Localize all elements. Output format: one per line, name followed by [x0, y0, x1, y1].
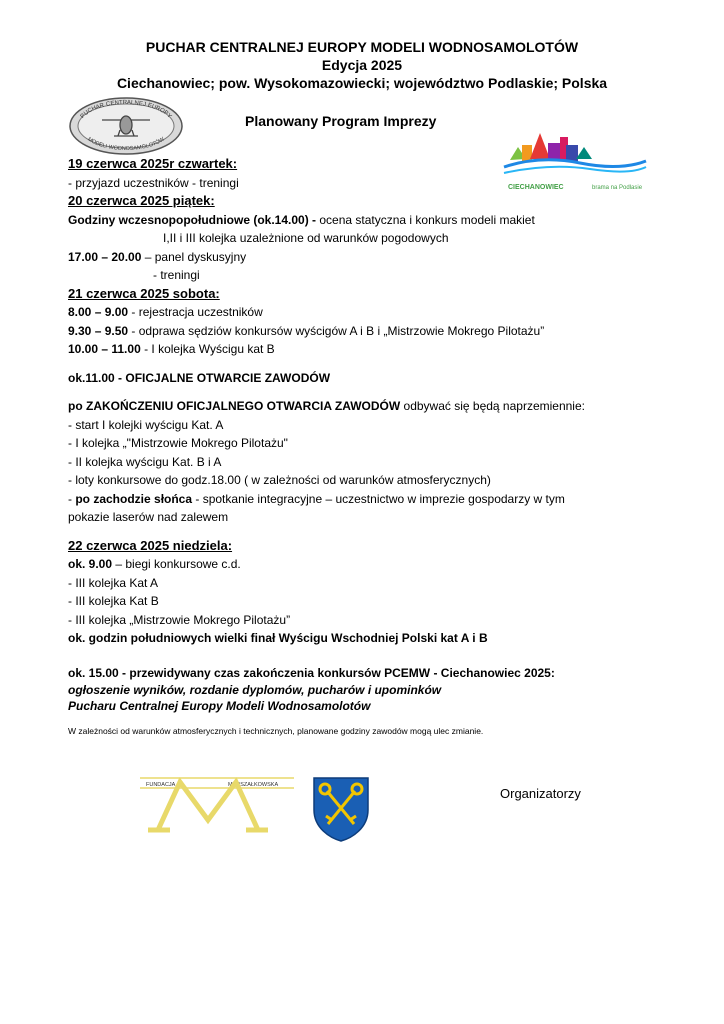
- list-item: - III kolejka Kat B: [68, 594, 159, 608]
- document-header: [0, 38, 724, 92]
- day22-line-1: [68, 555, 668, 574]
- day-heading-20: 20 czerwca 2025 piątek:: [68, 193, 215, 208]
- day-heading-22: 22 czerwca 2025 niedziela:: [68, 537, 233, 553]
- list-item: - III kolejka Kat A: [68, 575, 159, 590]
- day21-line-2: [68, 322, 668, 341]
- fundacja-marszalkowska-logo: [118, 772, 296, 834]
- closing-line-2: ogłoszenie wyników, rozdanie dyplomów, pucharów i upominków: [68, 683, 442, 697]
- day21-time-1: 8.00 – 9.00: [68, 305, 129, 319]
- day-heading-19: 19 czerwca 2025r czwartek:: [68, 156, 238, 171]
- fund-right-text: MARSZAŁKOWSKA: [228, 782, 279, 788]
- official-opening: ok.11.00 - OFICJALNE OTWARCIE ZAWODÓW: [68, 370, 331, 385]
- list-item: [68, 490, 668, 509]
- day20-time-2: 17.00 – 20.00: [68, 249, 142, 264]
- m-letter-icon: [148, 782, 268, 830]
- schedule-note: W zależności od warunków atmosferycznych i technicznych, planowane godziny zawodów mogą ulec zmianie.: [68, 726, 484, 736]
- logo-city-text: CIECHANOWIEC: [508, 184, 564, 191]
- list-item: - loty konkursowe do godz.18.00 ( w zależności od warunków atmosferycznych): [68, 473, 491, 487]
- day20-time: Godziny wczesnopopołudniowe (ok.14.00) -: [68, 212, 317, 227]
- list-dash: -: [68, 491, 76, 506]
- list-item: - I kolejka „"Mistrzowie Mokrego Pilotażu": [68, 436, 288, 450]
- day20-line-2: I,II i III kolejka uzależnione od warunków pogodowych: [163, 231, 449, 245]
- closing-line-3: Pucharu Centralnej Europy Modeli Wodnosamolotów: [68, 699, 371, 713]
- sunset-bold: po zachodzie słońca: [75, 491, 193, 506]
- day20-desc: ocena statyczna i konkurs modeli makiet: [316, 212, 535, 227]
- cup-logo: [68, 96, 184, 156]
- program-content: [68, 155, 668, 736]
- sunset-text: - spotkanie integracyjne – uczestnictwo w imprezie gospodarzy w tym: [192, 491, 565, 506]
- organizers-label: Organizatorzy: [500, 786, 581, 801]
- fund-left-text: FUNDACJA: [146, 782, 176, 788]
- day-heading-21: 21 czerwca 2025 sobota:: [68, 285, 220, 301]
- day20-desc-2: – panel dyskusyjny: [141, 249, 247, 264]
- list-item-continuation: pokazie laserów nad zalewem: [68, 510, 229, 524]
- day21-desc-2: - odprawa sędziów konkursów wyścigów A i B i „Mistrzowie Mokrego Pilotażu”: [128, 323, 545, 338]
- after-opening-line: [68, 397, 668, 416]
- header-location: Ciechanowiec; pow. Wysokomazowiecki; województwo Podlaskie; Polska: [116, 75, 608, 91]
- logo-tag-text: brama na Podlasie: [592, 185, 643, 191]
- program-title: Planowany Program Imprezy: [245, 113, 437, 129]
- day21-desc-1: - rejestracja uczestników: [128, 305, 263, 319]
- day21-line-1: [68, 303, 668, 322]
- day21-time-2: 9.30 – 9.50: [68, 323, 129, 338]
- list-item: - III kolejka „Mistrzowie Mokrego Pilotażu”: [68, 612, 291, 627]
- day21-desc-3: - I kolejka Wyścigu kat B: [140, 342, 275, 356]
- cup-logo-bottom-text: MODELI WODNOSAMOLOTÓW: [86, 136, 166, 153]
- after-opening-text: odbywać się będą naprzemiennie:: [400, 399, 585, 413]
- closing-line-1: ok. 15.00 - przewidywany czas zakończenia konkursów PCEMW - Ciechanowiec 2025:: [68, 665, 555, 680]
- day19-item: - przyjazd uczestników - treningi: [68, 175, 239, 190]
- header-edition: Edycja 2025: [321, 57, 403, 73]
- day21-time-3: 10.00 – 11.00: [68, 342, 141, 356]
- coat-of-arms-icon: [312, 776, 370, 842]
- after-opening-bold: po ZAKOŃCZENIU OFICJALNEGO OTWARCIA ZAWODÓW: [68, 399, 401, 413]
- header-title: PUCHAR CENTRALNEJ EUROPY MODELI WODNOSAMOLOTÓW: [145, 39, 579, 55]
- day21-line-3: [68, 340, 668, 359]
- list-item: - start I kolejki wyścigu Kat. A: [68, 417, 224, 432]
- day20-line-3: [68, 248, 668, 267]
- day20-line-1: [68, 211, 668, 230]
- cup-logo-top-text: PUCHAR CENTRALNEJ EUROPY: [79, 99, 173, 120]
- day22-desc: – biegi konkursowe c.d.: [112, 557, 241, 571]
- day20-line-4: - treningi: [153, 268, 200, 282]
- day22-time: ok. 9.00: [68, 557, 113, 571]
- day22-final: ok. godzin południowych wielki finał Wyścigu Wschodniej Polski kat A i B: [68, 631, 488, 645]
- list-item: - II kolejka wyścigu Kat. B i A: [68, 454, 222, 469]
